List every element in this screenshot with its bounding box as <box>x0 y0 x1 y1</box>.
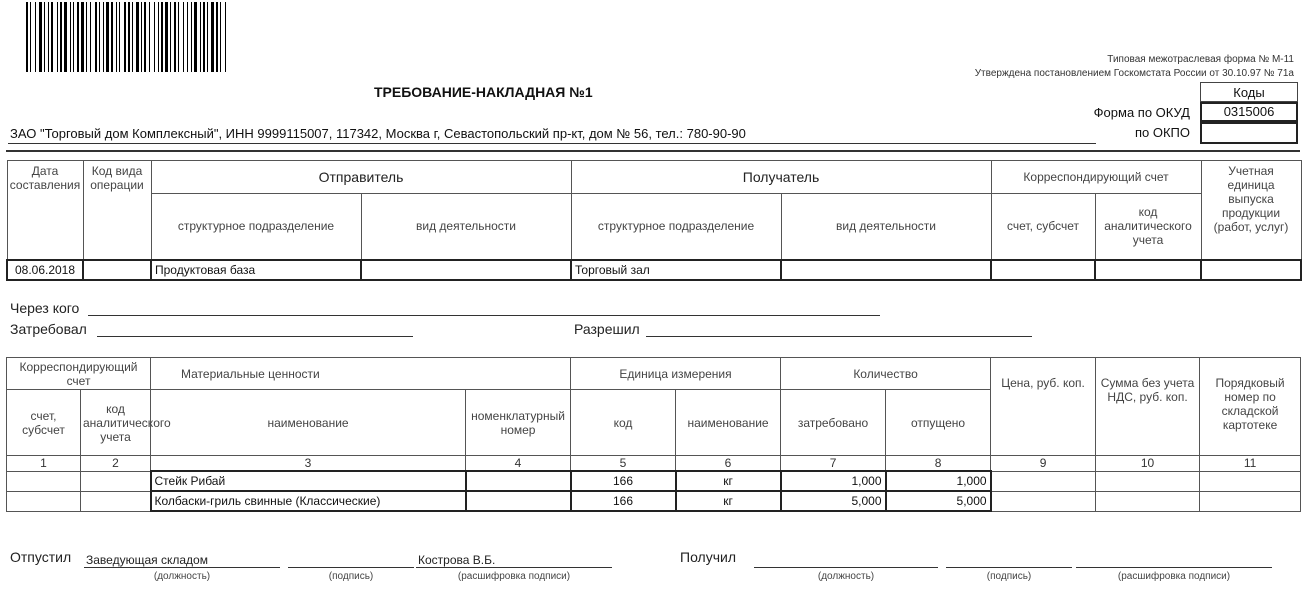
released-position: Заведующая складом <box>86 553 208 567</box>
items-account-sub-header: счет, субсчет <box>7 390 81 456</box>
requested-cell: 5,000 <box>781 491 886 511</box>
sum-cell <box>1096 471 1200 491</box>
unit-code-header: код <box>571 390 676 456</box>
receiver-activity-header: вид деятельности <box>781 194 991 260</box>
account-cell <box>7 471 81 491</box>
nomen-number-header: номенклатурный номер <box>466 390 571 456</box>
okud-value: 0315006 <box>1200 102 1298 122</box>
unit-name-header: наименование <box>676 390 781 456</box>
sum-header: Сумма без учета НДС, руб. коп. <box>1096 358 1200 456</box>
nomen-cell <box>466 471 571 491</box>
released-cell: 5,000 <box>886 491 991 511</box>
column-number: 7 <box>781 456 886 472</box>
column-number: 11 <box>1200 456 1301 472</box>
analytic-code-header: код аналитического учета <box>1095 194 1201 260</box>
released-cell: 1,000 <box>886 471 991 491</box>
nomen-cell <box>466 491 571 511</box>
card-cell <box>1200 471 1301 491</box>
released-position-line <box>84 553 280 568</box>
received-name-caption: (расшифровка подписи) <box>1117 571 1231 582</box>
receiver-unit-cell: Торговый зал <box>571 260 781 280</box>
analytic-cell <box>1095 260 1201 280</box>
items-analytic-code-header: код аналитического учета <box>81 390 151 456</box>
column-number: 10 <box>1096 456 1200 472</box>
column-number: 4 <box>466 456 571 472</box>
form-type-line2: Утверждена постановлением Госкомстата России от 30.10.97 № 71а <box>974 68 1294 79</box>
sender-unit-cell: Продуктовая база <box>151 260 361 280</box>
items-corr-account-header: Корреспондирующий счет <box>7 358 151 390</box>
unit-measure-header: Единица измерения <box>571 358 781 390</box>
materials-header: Материальные ценности <box>151 358 571 390</box>
account-sub-header: счет, субсчет <box>991 194 1095 260</box>
opcode-cell <box>83 260 151 280</box>
item-name-header: наименование <box>151 390 466 456</box>
price-cell <box>991 491 1096 511</box>
corr-account-header: Корреспондирующий счет <box>991 161 1201 194</box>
barcode-image <box>26 2 360 72</box>
sender-header: Отправитель <box>151 161 571 194</box>
quantity-header: Количество <box>781 358 991 390</box>
released-by-label: Отпустил <box>10 549 72 565</box>
card-number-header: Порядковый номер по складской картотеке <box>1200 358 1301 456</box>
receiver-struct-unit-header: структурное подразделение <box>571 194 781 260</box>
price-cell <box>991 471 1096 491</box>
column-number: 6 <box>676 456 781 472</box>
column-number: 1 <box>7 456 81 472</box>
received-signature-line <box>946 553 1072 568</box>
table-row <box>7 471 1301 491</box>
items-table <box>6 357 1301 512</box>
date-cell: 08.06.2018 <box>7 260 83 280</box>
requested-line <box>97 322 413 337</box>
receiver-header: Получатель <box>571 161 991 194</box>
organization-underline <box>8 143 1096 144</box>
table-row <box>7 491 1301 511</box>
column-number: 8 <box>886 456 991 472</box>
column-number: 9 <box>991 456 1096 472</box>
divider <box>6 150 1300 152</box>
column-number: 5 <box>571 456 676 472</box>
received-signature-caption: (подпись) <box>986 571 1032 582</box>
form-type-line1: Типовая межотраслевая форма № М-11 <box>1107 54 1294 65</box>
unit-name-cell: кг <box>676 491 781 511</box>
through-whom-line <box>88 301 880 316</box>
sender-activity-cell <box>361 260 571 280</box>
column-number: 2 <box>81 456 151 472</box>
received-position-line <box>754 553 938 568</box>
sender-activity-header: вид деятельности <box>361 194 571 260</box>
col-opcode-header: Код вида операции <box>83 161 151 260</box>
received-by-label: Получил <box>680 549 736 565</box>
okpo-label: по ОКПО <box>1134 125 1190 140</box>
price-header: Цена, руб. коп. <box>991 358 1096 456</box>
account-cell <box>991 260 1095 280</box>
unit-name-cell: кг <box>676 471 781 491</box>
received-position-caption: (должность) <box>817 571 875 582</box>
unit-cell <box>1201 260 1301 280</box>
card-cell <box>1200 491 1301 511</box>
column-number: 3 <box>151 456 466 472</box>
through-whom-label: Через кого <box>10 300 80 316</box>
document-title: ТРЕБОВАНИЕ-НАКЛАДНАЯ №1 <box>374 84 593 100</box>
codes-header: Коды <box>1200 82 1298 102</box>
allowed-line <box>646 322 1032 337</box>
released-qty-header: отпущено <box>886 390 991 456</box>
released-signature-caption: (подпись) <box>328 571 374 582</box>
allowed-label: Разрешил <box>574 321 640 337</box>
organization-name: ЗАО "Торговый дом Комплексный", ИНН 9999115007, 117342, Москва г, Севастопольский пр-кт, дом № 56, тел.: 780-90-90 <box>10 126 746 141</box>
col-date-header: Дата составления <box>7 161 83 260</box>
released-name: Кострова В.Б. <box>418 553 496 567</box>
receiver-activity-cell <box>781 260 991 280</box>
item-name-cell: Колбаски-гриль свинные (Классические) <box>151 491 466 511</box>
released-position-caption: (должность) <box>153 571 211 582</box>
received-name-line <box>1076 553 1272 568</box>
account-cell <box>7 491 81 511</box>
header-table <box>6 160 1302 281</box>
unit-code-cell: 166 <box>571 491 676 511</box>
okud-label: Форма по ОКУД <box>1093 105 1190 120</box>
analytic-cell <box>81 491 151 511</box>
released-name-caption: (расшифровка подписи) <box>457 571 571 582</box>
sum-cell <box>1096 491 1200 511</box>
item-name-cell: Стейк Рибай <box>151 471 466 491</box>
unit-code-cell: 166 <box>571 471 676 491</box>
released-name-line <box>416 553 612 568</box>
released-signature-line <box>288 553 414 568</box>
requested-qty-header: затребовано <box>781 390 886 456</box>
unit-output-header: Учетная единица выпуска продукции (работ, услуг) <box>1201 161 1301 260</box>
sender-struct-unit-header: структурное подразделение <box>151 194 361 260</box>
requested-cell: 1,000 <box>781 471 886 491</box>
requested-label: Затребовал <box>10 321 87 337</box>
analytic-cell <box>81 471 151 491</box>
okpo-value <box>1200 122 1298 144</box>
